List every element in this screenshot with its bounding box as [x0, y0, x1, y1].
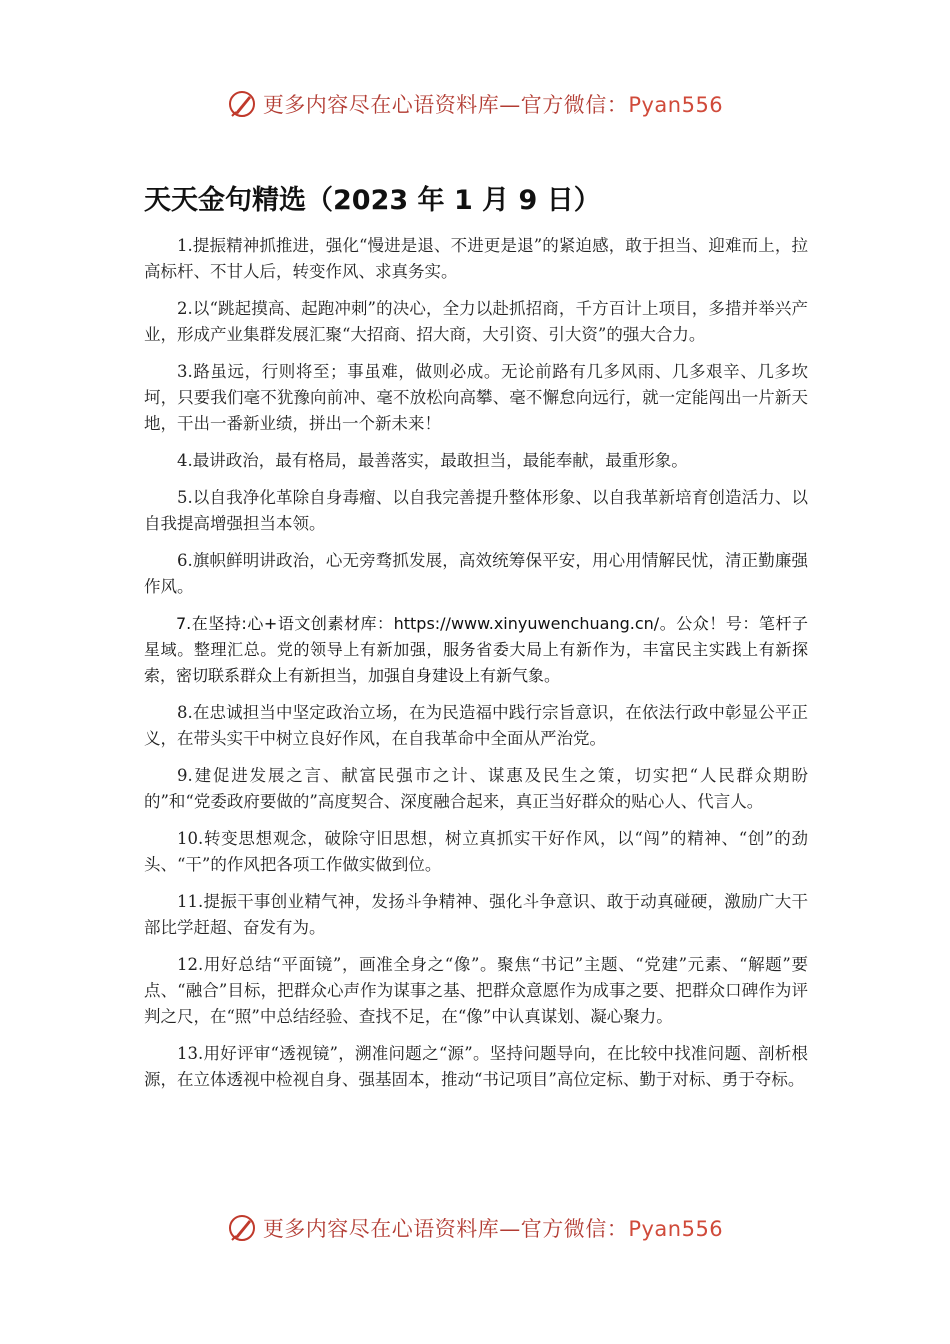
quote-paragraph-5: 5.以自我净化革除自身毒瘤、以自我完善提升整体形象、以自我革新培育创造活力、以自我提高增强担当本领。	[144, 488, 808, 533]
footer-banner	[0, 1208, 950, 1248]
quote-paragraph-1: 1.提振精神抓推进，强化“慢进是退、不进更是退”的紧迫感，敢于担当、迎难而上，拉高标杆、不甘人后，转变作风、求真务实。	[144, 236, 808, 281]
quote-paragraph-4: 4.最讲政治，最有格局，最善落实，最敢担当，最能奉献，最重形象。	[177, 451, 688, 470]
quote-paragraph-12: 12.用好总结“平面镜”，画准全身之“像”。聚焦“书记”主题、“党建”元素、“解题”要点、“融合”目标，把群众心声作为谋事之基、把群众意愿作为成事之要、把群众口碑作为评判之尺，在“照”中总结经验、查找不足，在“像”中认真谋划、凝心聚力。	[144, 955, 808, 1026]
quill-pen-icon	[227, 1213, 257, 1243]
quote-paragraph-8: 8.在忠诚担当中坚定政治立场，在为民造福中践行宗旨意识，在依法行政中彰显公平正义，在带头实干中树立良好作风，在自我革命中全面从严治党。	[144, 703, 808, 748]
quote-paragraph-2: 2.以“跳起摸高、起跑冲刺”的决心，全力以赴抓招商，千方百计上项目，多措并举兴产业，形成产业集群发展汇聚“大招商、招大商，大引资、引大资”的强大合力。	[144, 299, 808, 344]
quill-pen-icon	[227, 89, 257, 119]
footer-banner-text	[263, 1213, 723, 1243]
page-title: 天天金句精选（2023 年 1 月 9 日）	[144, 185, 601, 216]
header-banner-wechat-id: Pyan556	[628, 93, 724, 117]
header-banner	[0, 84, 950, 124]
document-body	[144, 233, 808, 1104]
quote-paragraph-13: 13.用好评审“透视镜”，溯准问题之“源”。坚持问题导向，在比较中找准问题、剖析根源，在立体透视中检视自身、强基固本，推动“书记项目”高位定标、勤于对标、勇于夺标。	[144, 1044, 808, 1089]
quote-paragraph-10: 10.转变思想观念，破除守旧思想，树立真抓实干好作风，以“闯”的精神、“创”的劲头、“干”的作风把各项工作做实做到位。	[144, 829, 808, 874]
header-banner-text	[263, 89, 723, 119]
quote-paragraph-6: 6.旗帜鲜明讲政治，心无旁骛抓发展，高效统筹保平安，用心用情解民忧，清正勤廉强作风。	[144, 551, 808, 596]
quote-paragraph-3: 3.路虽远，行则将至；事虽难，做则必成。无论前路有几多风雨、几多艰辛、几多坎坷，只要我们毫不犹豫向前冲、毫不放松向高攀、毫不懈怠向远行，就一定能闯出一片新天地，干出一番新业绩，拼出一个新未来！	[144, 362, 808, 433]
quote-paragraph-7: 7.在坚持:心+语文创素材库：https://www.xinyuwenchuang.cn/。公众！号：笔杆子星域。整理汇总。党的领导上有新加强，服务省委大局上有新作为，丰富民主实践上有新探索，密切联系群众上有新担当，加强自身建设上有新气象。	[144, 614, 808, 685]
quote-paragraph-11: 11.提振干事创业精气神，发扬斗争精神、强化斗争意识、敢于动真碰硬，激励广大干部比学赶超、奋发有为。	[144, 892, 808, 937]
footer-banner-cn: 更多内容尽在心语资料库—官方微信：	[262, 1217, 629, 1241]
footer-banner-wechat-id: Pyan556	[628, 1217, 724, 1241]
quote-paragraph-9: 9.建促进发展之言、献富民强市之计、谋惠及民生之策，切实把“人民群众期盼的”和“党委政府要做的”高度契合、深度融合起来，真正当好群众的贴心人、代言人。	[144, 766, 808, 811]
header-banner-cn: 更多内容尽在心语资料库—官方微信：	[262, 93, 629, 117]
